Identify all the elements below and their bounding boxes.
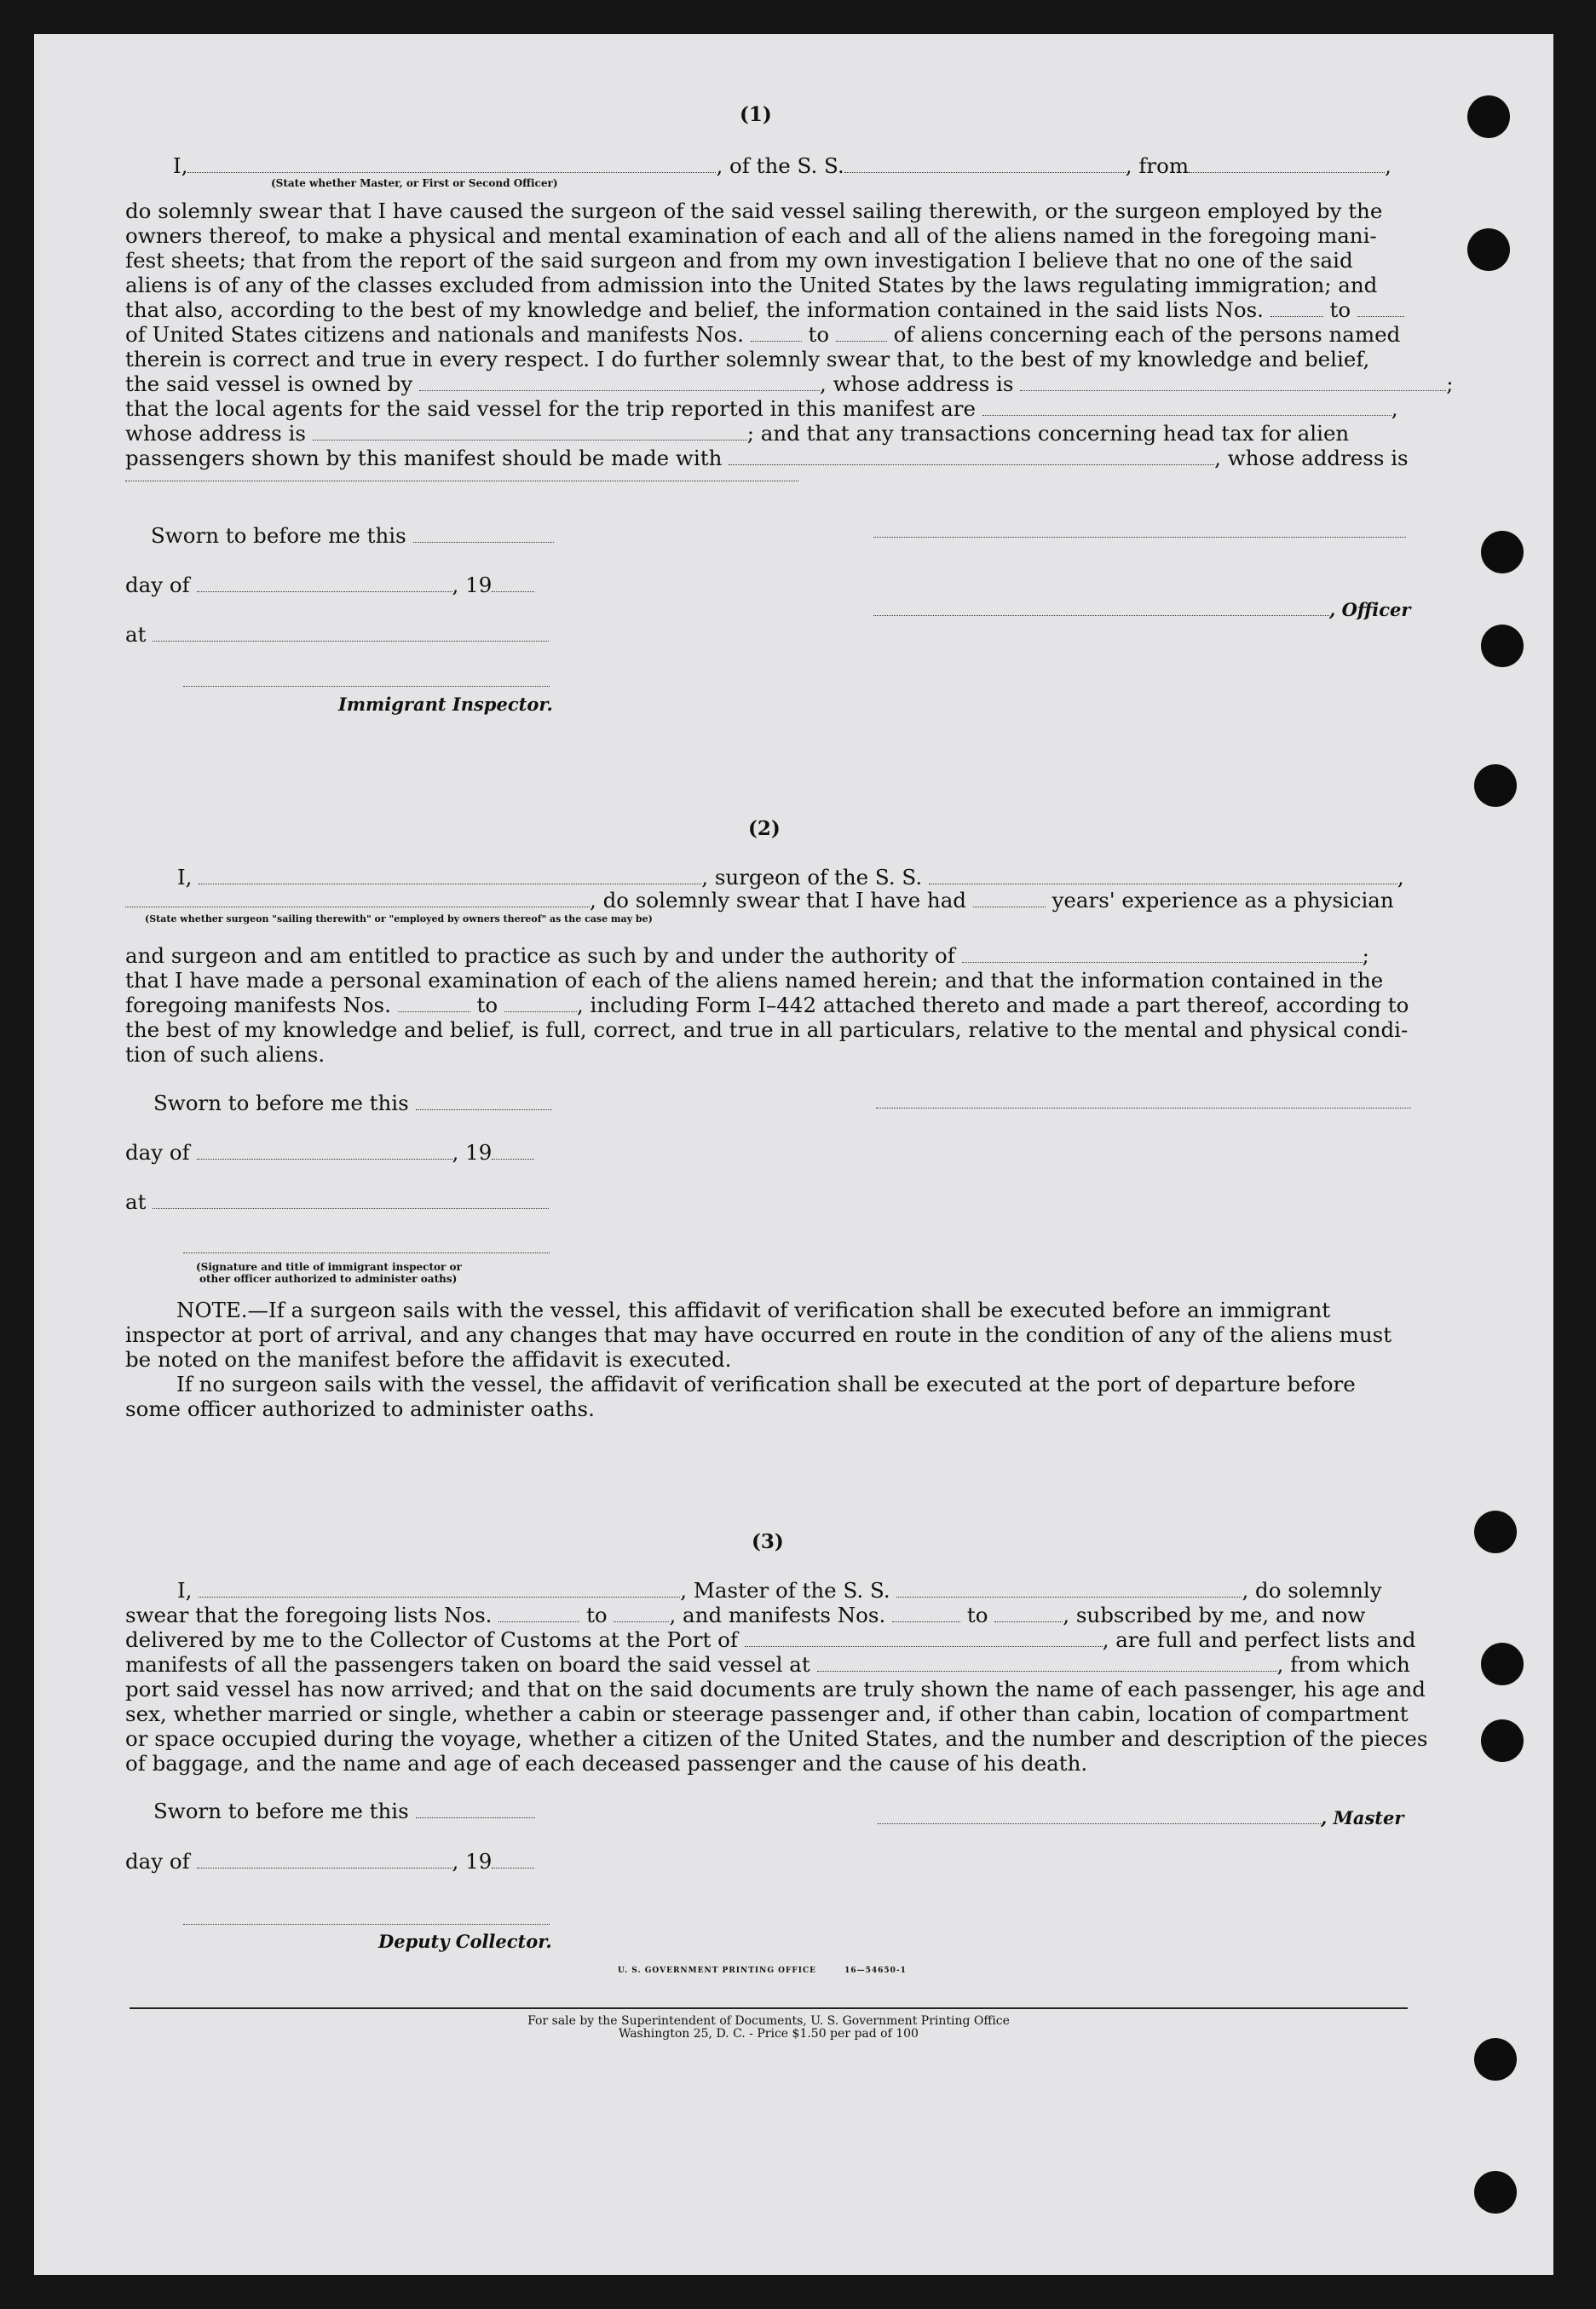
sec2-sworn: Sworn to before me this	[153, 1091, 552, 1115]
punch-hole	[1481, 531, 1524, 573]
sec3-paragraph-line: or space occupied during the voyage, whether a citizen of the United States, and the number and description of the pieces	[125, 1726, 1428, 1751]
sec2-oath-line: I, , surgeon of the S. S. ,	[177, 865, 1404, 890]
sec3-day-of: day of , 19	[125, 1849, 534, 1874]
note-line: be noted on the manifest before the affidavit is executed.	[125, 1347, 732, 1372]
punch-hole	[1474, 764, 1517, 807]
sec3-paragraph-line: of baggage, and the name and age of each deceased passenger and the cause of his death.	[125, 1751, 1088, 1776]
section-1-heading: (1)	[740, 103, 772, 126]
inspector-caption: Immigrant Inspector.	[338, 694, 553, 715]
sec3-port-line: delivered by me to the Collector of Customs at the Port of , are full and perfect lists and	[125, 1627, 1416, 1652]
sec1-paragraph-line: aliens is of any of the classes excluded from admission into the United States by the laws regulating immigration; and	[125, 273, 1378, 297]
note-line: NOTE.—If a surgeon sails with the vessel, this affidavit of verification shall be executed before an immigrant	[176, 1298, 1331, 1322]
sec3-sworn: Sworn to before me this	[153, 1799, 535, 1823]
punch-hole	[1481, 1719, 1524, 1762]
sec1-paragraph-line: that also, according to the best of my knowledge and belief, the information contained in the said lists Nos. to	[125, 297, 1404, 322]
punch-hole	[1474, 2038, 1517, 2081]
punch-hole	[1481, 625, 1524, 667]
sec2-authority-line: and surgeon and am entitled to practice as such by and under the authority of ;	[125, 943, 1369, 968]
surgeon-caption: (State whether surgeon "sailing therewith" or "employed by owners thereof" as the case may be)	[145, 913, 653, 924]
sec3-taken-at-line: manifests of all the passengers taken on board the said vessel at , from which	[125, 1652, 1410, 1677]
sec1-headtax-line: passengers shown by this manifest should be made with , whose address is	[125, 446, 1409, 470]
sig-caption: (Signature and title of immigrant inspector or	[196, 1261, 462, 1273]
sec3-oath-line: I, , Master of the S. S. , do solemnly	[177, 1578, 1382, 1603]
punch-hole	[1481, 1643, 1524, 1685]
deputy-signature-line	[183, 1924, 550, 1925]
sec1-sworn: Sworn to before me this	[151, 523, 554, 548]
footer-rule	[130, 2007, 1408, 2009]
sale-notice: For sale by the Superintendent of Documents, U. S. Government Printing Office	[527, 2014, 1010, 2028]
sec1-address-line: whose address is ; and that any transactions concerning head tax for alien	[125, 421, 1350, 446]
sec3-master-signature: , Master	[878, 1805, 1403, 1830]
sec2-paragraph-line: that I have made a personal examination of each of the aliens named herein; and that the information contained in the	[125, 968, 1384, 993]
sec1-agents-line: that the local agents for the said vessel for the trip reported in this manifest are ,	[125, 396, 1398, 421]
sec2-experience-line: , do solemnly swear that I have had years' experience as a physician	[125, 888, 1394, 913]
section-2-heading: (2)	[748, 817, 781, 840]
sec1-officer-signature: , Officer	[873, 596, 1410, 622]
note-line: some officer authorized to administer oaths.	[125, 1396, 595, 1421]
sec2-at: at	[125, 1189, 549, 1214]
officer-caption: (State whether Master, or First or Second Officer)	[271, 177, 558, 189]
sec1-oath-line: I, , of the S. S. , from ,	[173, 153, 1391, 178]
inspector-signature-line	[183, 1252, 550, 1253]
punch-hole	[1467, 228, 1510, 271]
punch-hole	[1474, 2171, 1517, 2214]
signature-line	[873, 537, 1406, 538]
sec2-paragraph-line: the best of my knowledge and belief, is full, correct, and true in all particulars, relative to the mental and physical condi-	[125, 1017, 1409, 1042]
sec1-paragraph-line: of United States citizens and nationals and manifests Nos. to of aliens concerning each of the persons named	[125, 322, 1401, 347]
sec1-paragraph-line: owners thereof, to make a physical and mental examination of each and all of the aliens named in the foregoing mani-	[125, 223, 1377, 248]
sec2-paragraph-line: tion of such aliens.	[125, 1042, 326, 1067]
sec2-manifests-line: foregoing manifests Nos. to , including Form I–442 attached thereto and made a part thereof, according to	[125, 993, 1409, 1017]
section-3-heading: (3)	[752, 1530, 784, 1553]
sec1-owner-line: the said vessel is owned by , whose address is ;	[125, 371, 1454, 396]
sec1-paragraph-line: do solemnly swear that I have caused the surgeon of the said vessel sailing therewith, or the surgeon employed by the	[125, 199, 1383, 223]
sec3-paragraph-line: port said vessel has now arrived; and that on the said documents are truly shown the name of each passenger, his age and	[125, 1677, 1426, 1702]
sec1-at: at	[125, 622, 549, 647]
punch-hole	[1474, 1511, 1517, 1553]
deputy-caption: Deputy Collector.	[378, 1931, 552, 1952]
form-page	[34, 34, 1553, 2275]
punch-hole	[1467, 95, 1510, 138]
sec2-day-of: day of , 19	[125, 1140, 534, 1165]
sec1-day-of: day of , 19	[125, 573, 534, 597]
sec1-paragraph-line: fest sheets; that from the report of the said surgeon and from my own investigation I believe that no one of the said	[125, 248, 1353, 273]
note-line: inspector at port of arrival, and any changes that may have occurred en route in the condition of any of the aliens must	[125, 1322, 1392, 1347]
sec3-lists-line: swear that the foregoing lists Nos. to , and manifests Nos. to , subscribed by me, and now	[125, 1603, 1366, 1627]
inspector-signature-line	[183, 686, 550, 687]
sec1-paragraph-line: therein is correct and true in every respect. I do further solemnly swear that, to the best of my knowledge and belief,	[125, 347, 1370, 371]
sig-caption: other officer authorized to administer oaths)	[199, 1273, 458, 1285]
sec3-paragraph-line: sex, whether married or single, whether a cabin or steerage passenger and, if other than cabin, location of compartment	[125, 1702, 1409, 1726]
sale-notice: Washington 25, D. C. - Price $1.50 per pad of 100	[619, 2027, 919, 2041]
gpo-imprint: U. S. GOVERNMENT PRINTING OFFICE 16—54650-1	[618, 1966, 907, 1975]
note-line: If no surgeon sails with the vessel, the affidavit of verification shall be executed at the port of departure before	[176, 1372, 1356, 1396]
